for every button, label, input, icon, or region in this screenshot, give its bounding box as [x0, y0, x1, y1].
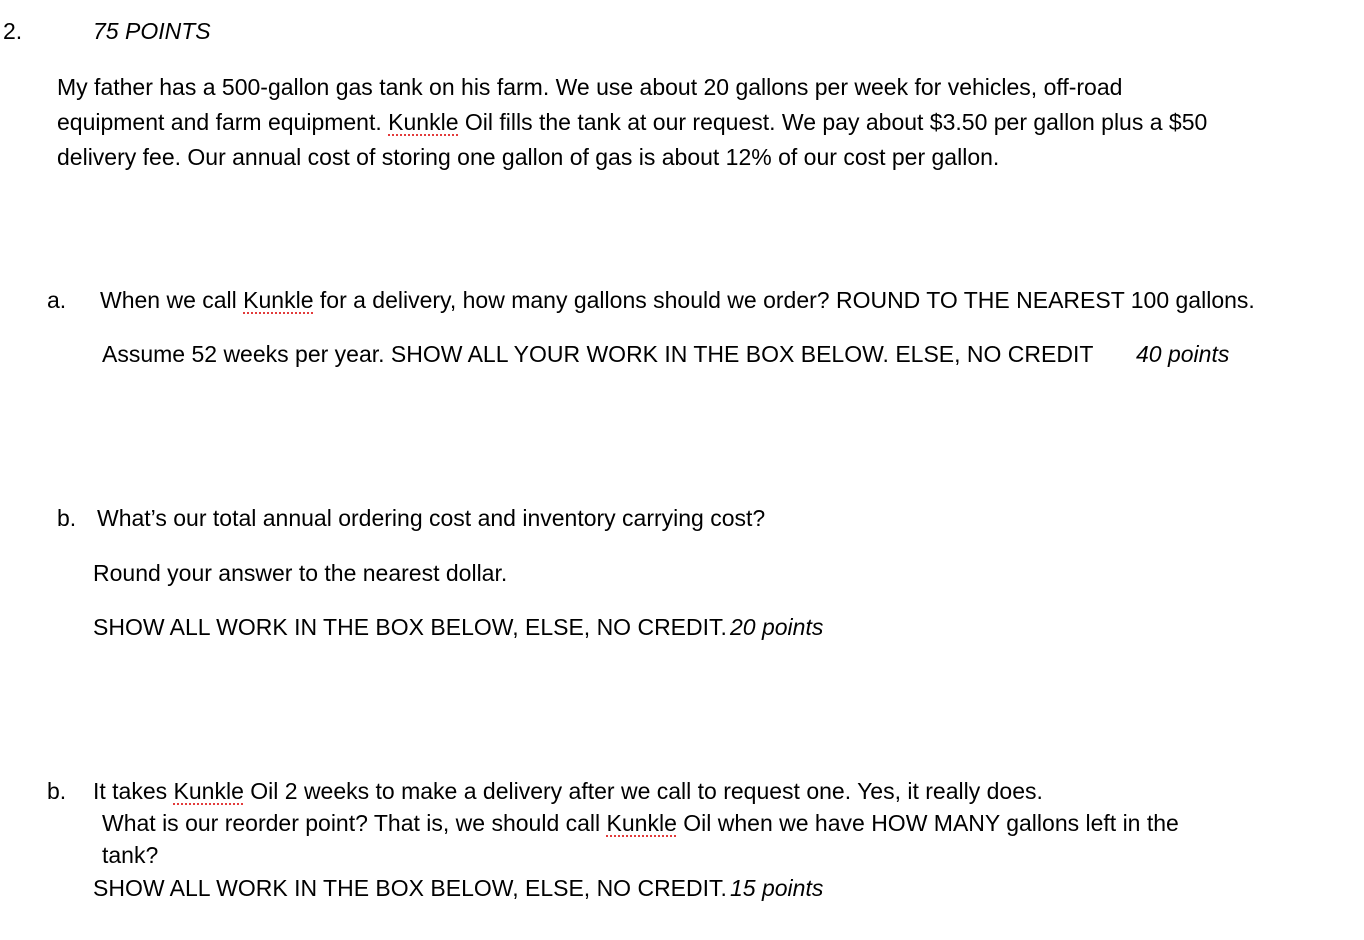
intro-line-3: delivery fee. Our annual cost of storing one gallon of gas is about 12% of our cost per gallon. — [57, 144, 1000, 170]
part-b2-line-3: tank? — [102, 842, 159, 868]
part-a-question-text-end: for a delivery, how many gallons should we order? ROUND TO THE NEAREST 100 gallons. — [313, 287, 1255, 313]
part-a-points: 40 points — [1136, 341, 1230, 367]
question-points: 75 POINTS — [93, 18, 211, 44]
spellcheck-word-kunkle[interactable]: Kunkle — [243, 287, 314, 313]
intro-paragraph — [57, 70, 1207, 175]
question-number: 2. — [3, 18, 23, 44]
part-b1-question: What’s our total annual ordering cost and inventory carrying cost? — [97, 505, 766, 531]
intro-line-2-text-end: Oil fills the tank at our request. We pay about $3.50 per gallon plus a $50 — [458, 109, 1208, 135]
part-a-label: a. — [47, 287, 67, 313]
part-a-question — [100, 287, 1255, 314]
intro-line-2 — [57, 105, 1207, 140]
part-b2-instructions: SHOW ALL WORK IN THE BOX BELOW, ELSE, NO CREDIT. — [93, 875, 727, 901]
part-b2-points: 15 points — [730, 875, 824, 901]
part-b1-instructions: SHOW ALL WORK IN THE BOX BELOW, ELSE, NO CREDIT. — [93, 614, 727, 640]
intro-line-2-text: equipment and farm equipment. — [57, 109, 389, 135]
part-b1-label: b. — [57, 505, 77, 531]
spellcheck-word-kunkle[interactable]: Kunkle — [606, 810, 677, 836]
part-a-question-text: When we call — [100, 287, 244, 313]
part-a-instructions: Assume 52 weeks per year. SHOW ALL YOUR WORK IN THE BOX BELOW. ELSE, NO CREDIT — [102, 341, 1094, 367]
spellcheck-word-kunkle[interactable]: Kunkle — [173, 778, 244, 804]
part-b2-line-1 — [93, 778, 1043, 805]
part-b2-line-2-text-end: Oil when we have HOW MANY gallons left in the — [676, 810, 1179, 836]
part-b1-points: 20 points — [730, 614, 824, 640]
spellcheck-word-kunkle[interactable]: Kunkle — [388, 109, 459, 135]
part-b1-round-note: Round your answer to the nearest dollar. — [93, 560, 508, 586]
part-b2-line-2 — [102, 810, 1179, 837]
intro-line-1: My father has a 500-gallon gas tank on his farm. We use about 20 gallons per week for vehicles, off-road — [57, 74, 1123, 100]
part-b2-line-1-text-end: Oil 2 weeks to make a delivery after we call to request one. Yes, it really does. — [243, 778, 1043, 804]
part-b2-line-2-text: What is our reorder point? That is, we should call — [102, 810, 607, 836]
part-b2-label: b. — [47, 778, 67, 804]
part-b2-line-1-text: It takes — [93, 778, 174, 804]
